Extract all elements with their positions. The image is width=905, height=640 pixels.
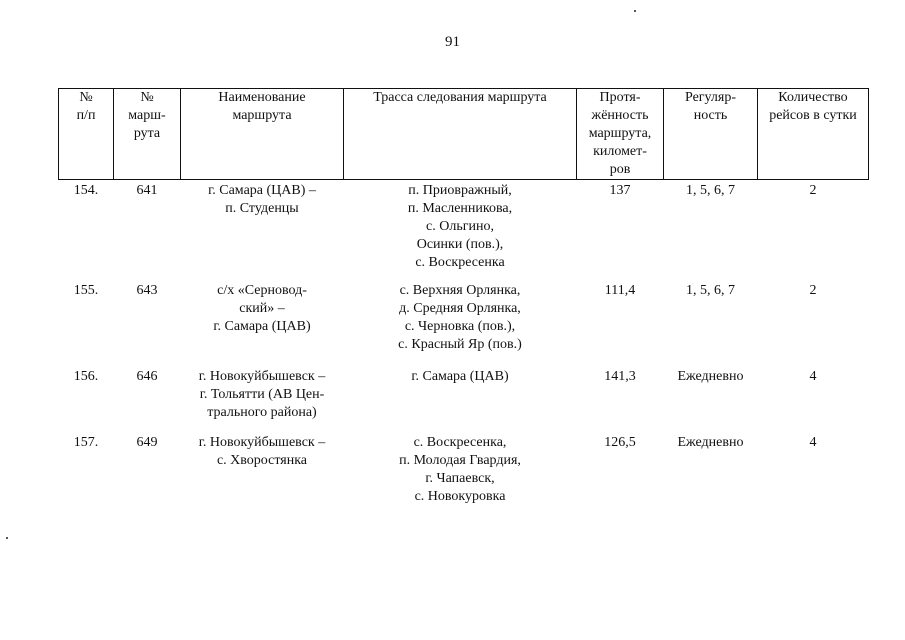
cell-route-number: 643: [136, 283, 158, 298]
route-name-line: г. Новокуйбышевск –: [198, 369, 326, 384]
header-line: километ-: [593, 144, 647, 159]
table-header-row: [59, 89, 869, 180]
route-path-line: г. Самара (ЦАВ): [411, 369, 509, 384]
header-route-path: [344, 89, 577, 180]
cell-item-number: 155.: [73, 283, 99, 298]
cell-route-name: [181, 180, 344, 283]
header-line: рута: [133, 126, 161, 141]
route-path-line: п. Приовражный,: [408, 183, 512, 198]
cell-item-number: 157.: [73, 435, 99, 450]
route-path-line: г. Чапаевск,: [425, 471, 495, 486]
route-path-line: п. Масленникова,: [407, 201, 513, 216]
cell-trips-per-day: 2: [809, 283, 817, 298]
table-row: [59, 368, 869, 434]
route-name-line: г. Самара (ЦАВ) –: [208, 183, 316, 198]
route-name-line: г. Самара (ЦАВ): [213, 319, 311, 334]
cell-item-number: 154.: [73, 183, 99, 198]
route-name-line: с/х «Серновод-: [217, 283, 307, 298]
cell-route-name: [181, 434, 344, 506]
cell-regularity: 1, 5, 6, 7: [686, 183, 735, 198]
cell-route-length: 111,4: [604, 283, 636, 298]
header-regularity: [664, 89, 758, 180]
table-row: [59, 434, 869, 506]
route-path-line: д. Средняя Орлянка,: [399, 301, 521, 316]
header-route-number: [114, 89, 181, 180]
header-line: Протя-: [599, 90, 641, 105]
cell-route-name: [181, 282, 344, 368]
header-line: рейсов в сутки: [769, 108, 857, 123]
table-row: [59, 282, 869, 368]
route-name-line: г. Тольятти (АВ Цен-: [199, 387, 325, 402]
cell-regularity: Ежедневно: [677, 435, 744, 450]
cell-route-length: 126,5: [604, 435, 636, 450]
route-name-line: г. Новокуйбышевск –: [198, 435, 326, 450]
cell-route-length: 141,3: [604, 369, 636, 384]
cell-route-path: [344, 434, 577, 506]
cell-route-path: [344, 282, 577, 368]
route-path-line: с. Красный Яр (пов.): [398, 337, 522, 352]
cell-route-path: [344, 180, 577, 283]
page-number: 91: [445, 34, 460, 50]
cell-trips-per-day: 4: [809, 435, 817, 450]
header-line: Регуляр-: [684, 90, 737, 105]
header-line: ров: [609, 162, 631, 177]
header-line: Трасса следования маршрута: [373, 90, 547, 105]
cell-trips-per-day: 4: [809, 369, 817, 384]
route-path-line: с. Ольгино,: [426, 219, 494, 234]
route-name-line: ский» –: [239, 301, 285, 316]
header-line: жённость: [591, 108, 649, 123]
route-path-line: с. Новокуровка: [414, 489, 506, 504]
header-line: Наименование: [218, 90, 306, 105]
cell-route-name: [181, 368, 344, 434]
route-name-line: с. Хворостянка: [216, 453, 308, 468]
header-item-number: [59, 89, 114, 180]
cell-trips-per-day: 2: [809, 183, 817, 198]
header-line: маршрута: [232, 108, 292, 123]
header-route-name: [181, 89, 344, 180]
cell-route-number: 649: [136, 435, 158, 450]
route-path-line: с. Верхняя Орлянка,: [399, 283, 521, 298]
header-line: маршрута,: [588, 126, 652, 141]
route-name-line: трального района): [207, 405, 317, 420]
header-route-length: [577, 89, 664, 180]
header-trips-per-day: [758, 89, 869, 180]
cell-regularity: 1, 5, 6, 7: [686, 283, 735, 298]
route-path-line: с. Черновка (пов.),: [404, 319, 516, 334]
cell-route-number: 646: [136, 369, 158, 384]
route-path-line: с. Воскресенка: [415, 255, 505, 270]
scan-speck: [634, 10, 636, 12]
scan-speck: [6, 537, 8, 539]
cell-regularity: Ежедневно: [677, 369, 744, 384]
cell-route-number: 641: [136, 183, 158, 198]
header-line: марш-: [128, 108, 166, 123]
route-path-line: с. Воскресенка,: [413, 435, 507, 450]
route-path-line: Осинки (пов.),: [416, 237, 504, 252]
cell-route-path: [344, 368, 577, 434]
cell-route-length: 137: [609, 183, 631, 198]
header-line: №: [140, 90, 154, 105]
cell-item-number: 156.: [73, 369, 99, 384]
routes-table: [58, 88, 869, 506]
table-row: [59, 180, 869, 283]
route-name-line: п. Студенцы: [225, 201, 299, 216]
header-line: №: [79, 90, 93, 105]
route-path-line: п. Молодая Гвардия,: [399, 453, 521, 468]
header-line: Количество: [778, 90, 848, 105]
header-line: п/п: [76, 108, 96, 123]
header-line: ность: [693, 108, 728, 123]
